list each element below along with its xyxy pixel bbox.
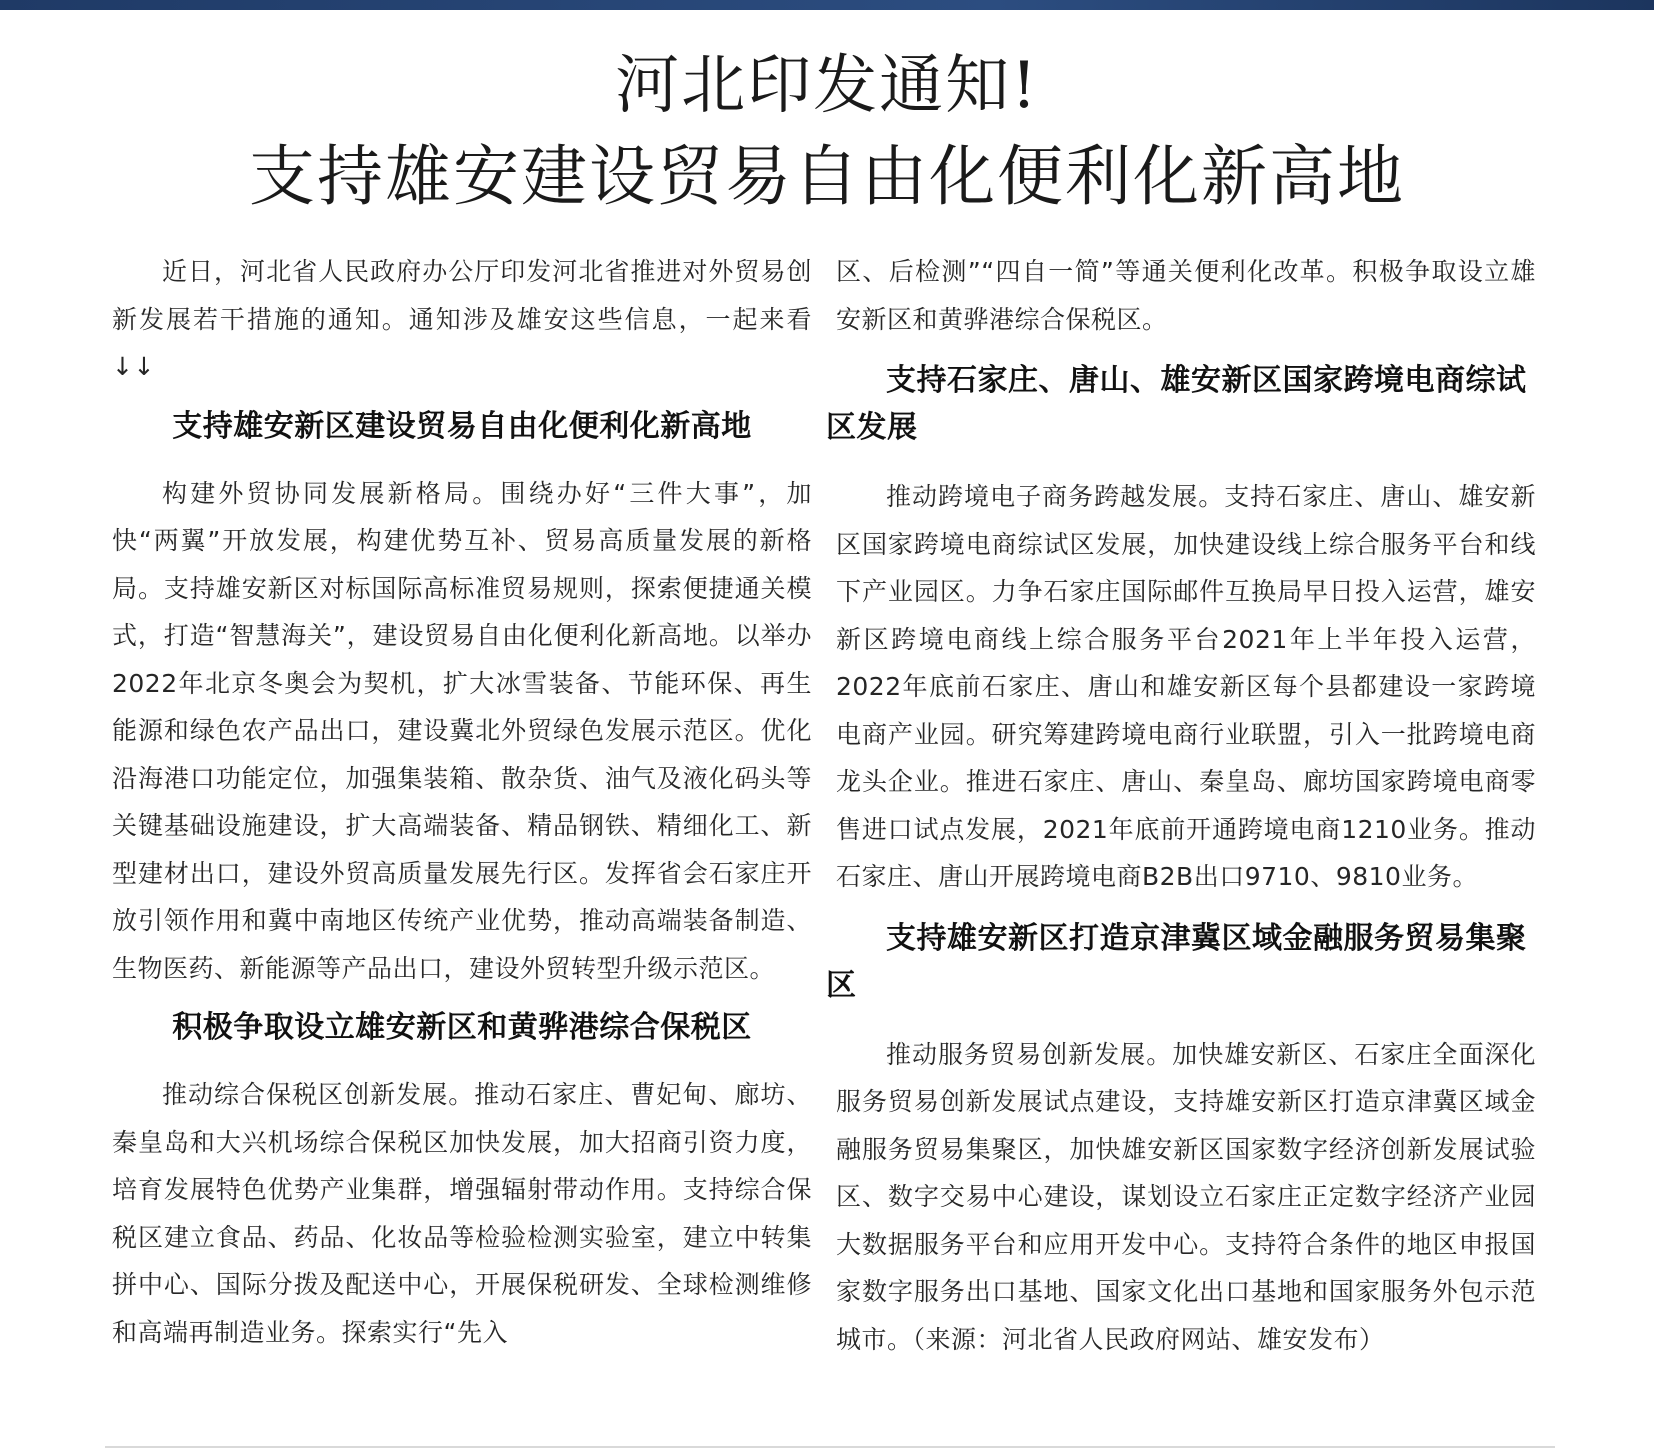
section-body-trade-highland: 构建外贸协同发展新格局。围绕办好“三件大事”，加快“两翼”开放发展，构建优势互补、贸易高质量发展的新格局。支持雄安新区对标国际高标准贸易规则，探索便捷通关模式，打造“智慧海关”，建设贸易自由化便利化新高地。以举办2022年北京冬奥会为契机，扩大冰雪装备、节能环保、再生能源和绿色农产品出口，建设冀北外贸绿色发展示范区。优化沿海港口功能定位，加强集装箱、散杂货、油气及液化码头等关键基础设施建设，扩大高端装备、精品钢铁、精细化工、新型建材出口，建设外贸高质量发展先行区。发挥省会石家庄开放引领作用和冀中南地区传统产业优势，推动高端装备制造、生物医药、新能源等产品出口，建设外贸转型升级示范区。 [112, 478, 812, 983]
section-body-bonded-zone-part-2: 区、后检测”“四自一简”等通关便利化改革。积极争取设立雄安新区和黄骅港综合保税区。 [836, 257, 1536, 334]
left-column [112, 248, 812, 1356]
section-body-cross-border-ecommerce: 推动跨境电子商务跨越发展。支持石家庄、唐山、雄安新区国家跨境电商综试区发展，加快建设线上综合服务平台和线下产业园区。力争石家庄国际邮件互换局早日投入运营，雄安新区跨境电商线上综合服务平台2021年上半年投入运营，2022年底前石家庄、唐山和雄安新区每个县都建设一家跨境电商产业园。研究筹建跨境电商行业联盟，引入一批跨境电商龙头企业。推进石家庄、唐山、秦皇岛、廊坊国家跨境电商零售进口试点发展，2021年底前开通跨境电商1210业务。推动石家庄、唐山开展跨境电商B2B出口9710、9810业务。 [836, 482, 1536, 891]
section-heading-financial-services: 支持雄安新区打造京津冀区域金融服务贸易集聚区 [826, 920, 1527, 1003]
right-column [826, 248, 1536, 1363]
bottom-divider [105, 1446, 1555, 1448]
article-title [0, 38, 1654, 220]
section-heading-bonded-zone: 积极争取设立雄安新区和黄骅港综合保税区 [172, 1010, 752, 1045]
section-heading-cross-border-ecommerce: 支持石家庄、唐山、雄安新区国家跨境电商综试区发展 [826, 363, 1527, 445]
intro-paragraph: 近日，河北省人民政府办公厅印发河北省推进对外贸易创新发展若干措施的通知。通知涉及雄安这些信息，一起来看↓↓ [112, 257, 812, 381]
article-title-line-2: 支持雄安建设贸易自由化便利化新高地 [249, 138, 1405, 215]
section-heading-trade-highland: 支持雄安新区建设贸易自由化便利化新高地 [172, 408, 752, 444]
article-title-line-1: 河北印发通知! [615, 49, 1039, 123]
section-body-financial-services: 推动服务贸易创新发展。加快雄安新区、石家庄全面深化服务贸易创新发展试点建设，支持雄安新区打造京津冀区域金融服务贸易集聚区，加快雄安新区国家数字经济创新发展试验区、数字交易中心建设，谋划设立石家庄正定数字经济产业园大数据服务平台和应用开发中心。支持符合条件的地区申报国家数字服务出口基地、国家文化出口基地和国家服务外包示范城市。（来源：河北省人民政府网站、雄安发布） [836, 1039, 1536, 1354]
section-body-bonded-zone-part-1: 推动综合保税区创新发展。推动石家庄、曹妃甸、廊坊、秦皇岛和大兴机场综合保税区加快发展，加大招商引资力度，培育发展特色优势产业集群，增强辐射带动作用。支持综合保税区建立食品、药品、化妆品等检验检测实验室，建立中转集拼中心、国际分拨及配送中心，开展保税研发、全球检测维修和高端再制造业务。探索实行“先入 [112, 1080, 812, 1347]
top-header-bar [0, 0, 1654, 10]
